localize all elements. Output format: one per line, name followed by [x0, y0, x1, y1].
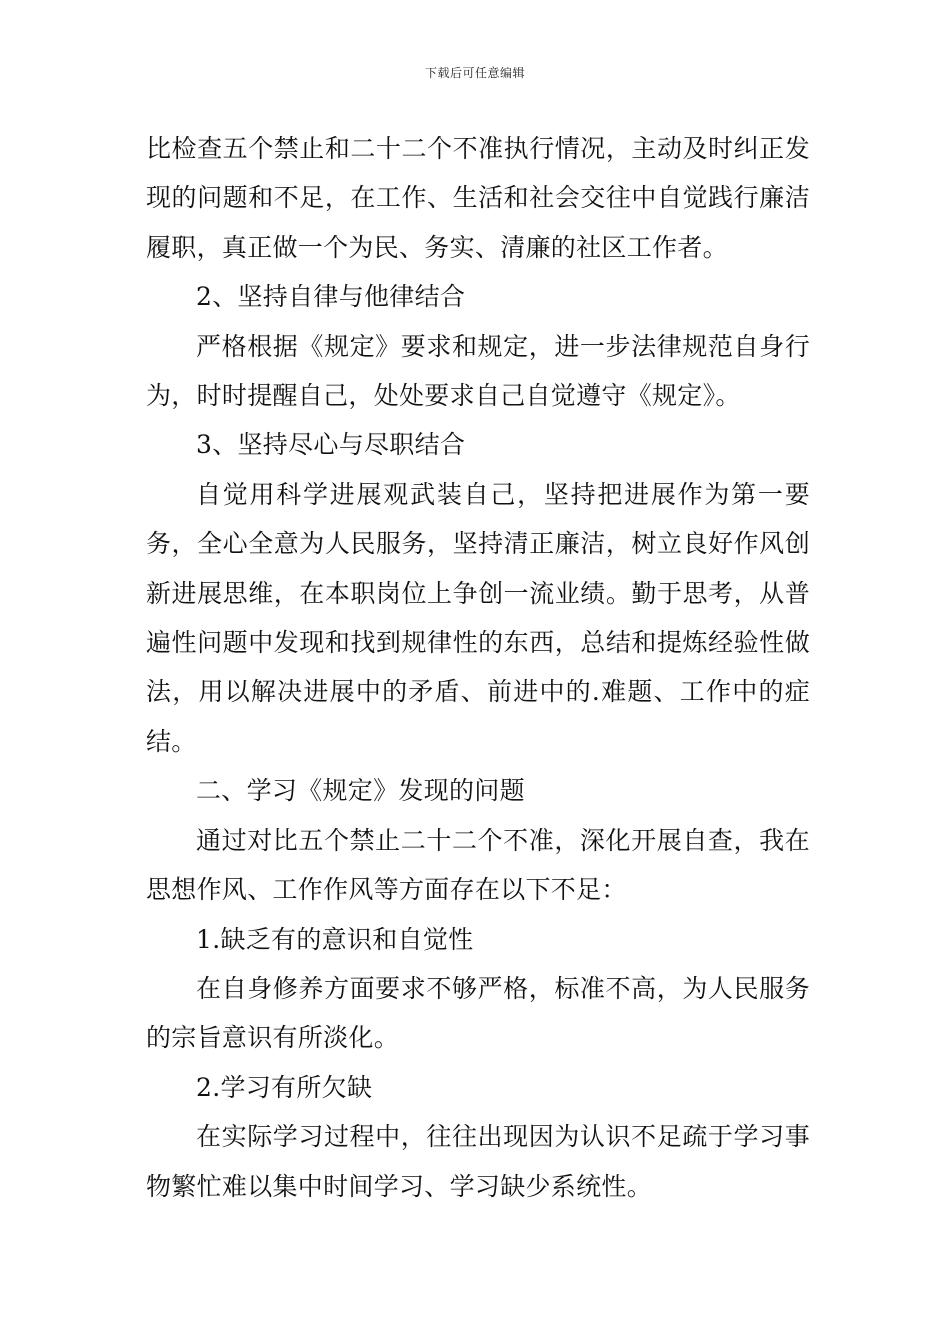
heading-awareness: 1.缺乏有的意识和自觉性: [196, 924, 474, 954]
heading-problems: 二、学习《规定》发现的问题: [196, 776, 525, 806]
heading-self-discipline: 2、坚持自律与他律结合: [196, 282, 466, 312]
paragraph-development: 自觉用科学进展观武装自己，坚持把进展作为第一要务，全心全意为人民服务，坚持清正廉洁，树立良好作风创新进展思维，在本职岗位上争创一流业绩。勤于思考，从普遍性问题中发现和找到规律性的东西，总结和提炼经验性做法，用以解决进展中的矛盾、前进中的.难题、工作中的症结。: [146, 479, 810, 756]
heading-learning: 2.学习有所欠缺: [196, 1072, 373, 1102]
paragraph-regulations: 严格根据《规定》要求和规定，进一步法律规范自身行为，时时提醒自己，处处要求自己自觉遵守《规定》。: [146, 331, 810, 411]
paragraph-self-check: 通过对比五个禁止二十二个不准，深化开展自查，我在思想作风、工作作风等方面存在以下不足：: [146, 825, 810, 905]
page-header: 下载后可任意编辑: [424, 66, 525, 80]
document-body: [146, 124, 810, 1211]
paragraph-continuation: 比检查五个禁止和二十二个不准执行情况，主动及时纠正发现的问题和不足，在工作、生活和社会交往中自觉践行廉洁履职，真正做一个为民、务实、清廉的社区工作者。: [146, 134, 810, 262]
heading-diligence: 3、坚持尽心与尽职结合: [196, 430, 466, 460]
paragraph-cultivation: 在自身修养方面要求不够严格，标准不高，为人民服务的宗旨意识有所淡化。: [146, 973, 810, 1053]
paragraph-learning: 在实际学习过程中，往往出现因为认识不足疏于学习事物繁忙难以集中时间学习、学习缺少系统性。: [146, 1122, 810, 1201]
